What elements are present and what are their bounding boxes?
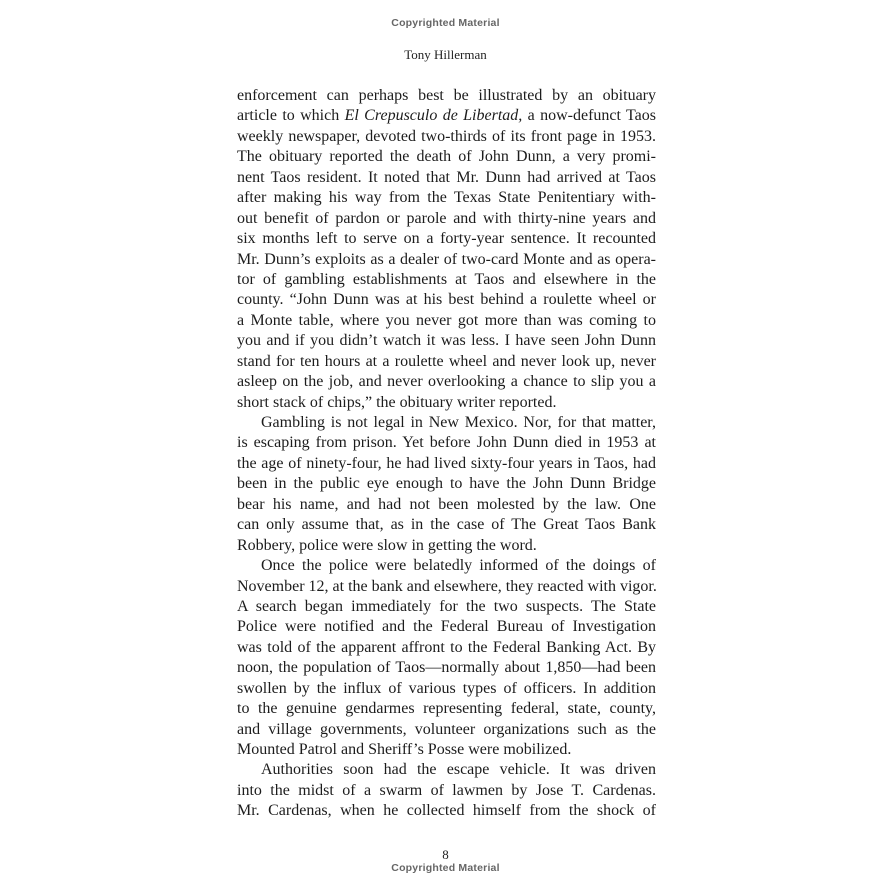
text-line: swollen by the influx of various types of officers. In addition	[237, 679, 656, 697]
text-run: a now-defunct Taos	[522, 107, 657, 125]
page-number: 8	[442, 847, 449, 862]
text-line: asleep on the job, and never overlooking a chance to slip you a	[237, 373, 656, 391]
text-line: stand for ten hours at a roulette wheel and never look up, never	[237, 352, 656, 370]
running-head: Tony Hillerman	[404, 47, 487, 62]
text-line: the age of ninety-four, he had lived sixty-four years in Taos, had	[237, 454, 656, 472]
text-line: weekly newspaper, devoted two-thirds of its front page in 1953.	[237, 127, 656, 145]
text-line: Robbery, police were slow in getting the word.	[237, 536, 537, 554]
text-line: November 12, at the bank and elsewhere, they reacted with vigor.	[237, 577, 657, 595]
copyright-watermark-top: Copyrighted Material	[391, 17, 500, 29]
text-line: bear his name, and had not been molested by the law. One	[237, 495, 656, 513]
text-line: Gambling is not legal in New Mexico. Nor, for that matter,	[261, 414, 656, 431]
text-line: A search began immediately for the two suspects. The State	[237, 597, 656, 615]
text-line: Once the police were belatedly informed of the doings of	[261, 557, 656, 575]
text-line: six months left to serve on a forty-year sentence. It recounted	[237, 230, 656, 248]
text-line: noon, the population of Taos—normally about 1,850—had been	[237, 659, 656, 677]
copyright-watermark-bottom: Copyrighted Material	[391, 862, 500, 874]
text-line: Mounted Patrol and Sheriff’s Posse were mobilized.	[237, 741, 572, 758]
text-line: into the midst of a swarm of lawmen by Jose T. Cardenas.	[237, 781, 656, 799]
newspaper-title: El Crepusculo de Libertad,	[344, 107, 523, 125]
text-line: Mr. Dunn’s exploits as a dealer of two-card Monte and as opera-	[237, 250, 656, 268]
text-line: was told of the apparent affront to the Federal Banking Act. By	[237, 638, 656, 656]
text-line: The obituary reported the death of John Dunn, a very promi-	[237, 148, 656, 166]
text-line: is escaping from prison. Yet before John Dunn died in 1953 at	[237, 434, 656, 452]
text-line: a Monte table, where you never got more than was coming to	[237, 311, 656, 329]
body-text	[237, 86, 656, 822]
text-line	[237, 106, 656, 126]
text-line: county. “John Dunn was at his best behind a roulette wheel or	[237, 291, 656, 309]
text-line: can only assume that, as in the case of The Great Taos Bank	[237, 516, 656, 534]
text-line: Mr. Cardenas, when he collected himself from the shock of	[237, 802, 656, 820]
text-line: Police were notified and the Federal Bureau of Investigation	[237, 618, 656, 636]
text-line: out benefit of pardon or parole and with thirty-nine years and	[237, 209, 656, 227]
text-run: article to which	[237, 107, 345, 125]
text-line: enforcement can perhaps best be illustrated by an obituary	[237, 87, 656, 104]
text-line: Authorities soon had the escape vehicle. It was driven	[261, 761, 656, 779]
text-line: to the genuine gendarmes representing federal, state, county,	[237, 700, 656, 718]
text-line: tor of gambling establishments at Taos and elsewhere in the	[237, 270, 656, 288]
text-line: and village governments, volunteer organizations such as the	[237, 720, 656, 738]
text-line: nent Taos resident. It noted that Mr. Dunn had arrived at Taos	[237, 168, 656, 186]
text-line: been in the public eye enough to have the John Dunn Bridge	[237, 475, 656, 493]
text-line: you and if you didn’t watch it was less. I have seen John Dunn	[237, 332, 656, 350]
text-line: after making his way from the Texas State Penitentiary with-	[237, 189, 656, 207]
text-line: short stack of chips,” the obituary writer reported.	[237, 393, 557, 411]
